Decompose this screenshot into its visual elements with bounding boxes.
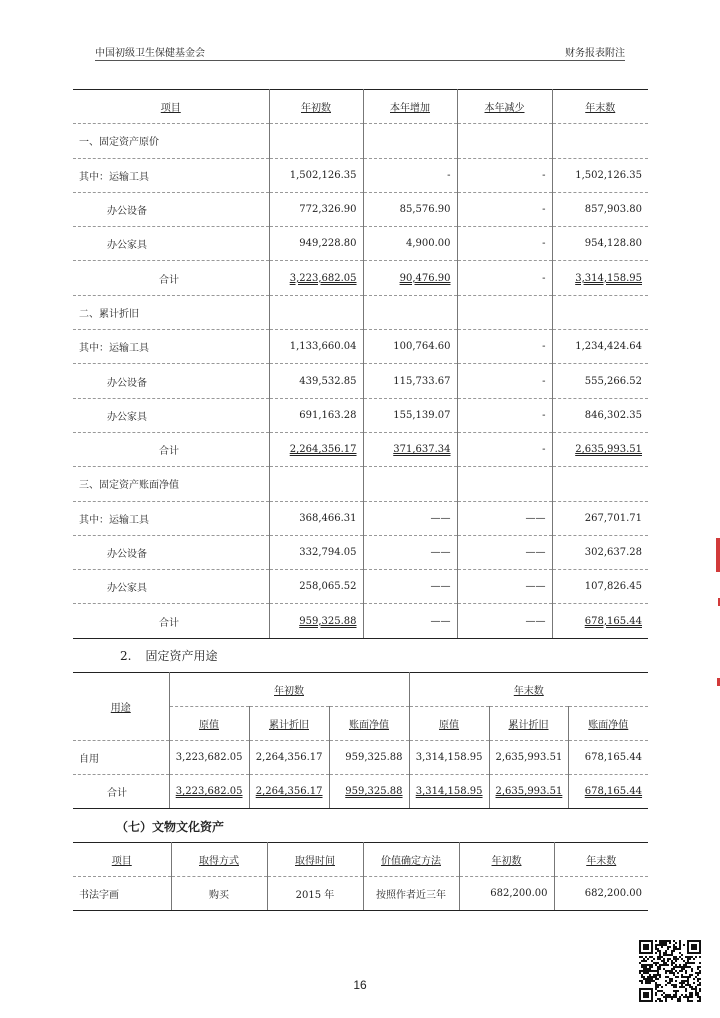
cell: 678,165.44	[568, 741, 648, 775]
qr-code-icon	[639, 940, 701, 1002]
table-row	[73, 741, 648, 775]
cell: 682,200.00	[554, 877, 648, 911]
cell	[363, 124, 457, 158]
cell: 115,733.67	[363, 364, 457, 398]
column-header: 年初数	[459, 843, 554, 877]
total-row	[73, 775, 648, 809]
row-label: 合计	[73, 261, 269, 295]
cell	[552, 467, 648, 501]
column-header: 年初数	[269, 90, 363, 124]
cell: 302,637.28	[552, 535, 648, 569]
table-row	[73, 192, 648, 226]
sub-header: 原值	[409, 707, 489, 741]
cultural-assets-table	[73, 842, 648, 911]
cell: 2,264,356.17	[249, 775, 329, 809]
cell: -	[457, 364, 552, 398]
cell: ——	[457, 604, 552, 638]
cell: 购买	[171, 877, 267, 911]
cell	[457, 124, 552, 158]
cell: ——	[457, 535, 552, 569]
cell	[363, 467, 457, 501]
cell: -	[457, 227, 552, 261]
fixed-assets-usage-table	[73, 672, 648, 809]
cell: -	[457, 398, 552, 432]
cell: 1,502,126.35	[269, 158, 363, 192]
cell: -	[457, 330, 552, 364]
cell: 954,128.80	[552, 227, 648, 261]
cell: 100,764.60	[363, 330, 457, 364]
row-label: 办公设备	[73, 192, 269, 226]
cell: -	[457, 158, 552, 192]
cell: -	[457, 192, 552, 226]
cell	[457, 467, 552, 501]
total-row	[73, 604, 648, 638]
table-row	[73, 364, 648, 398]
table-row	[73, 398, 648, 432]
row-label: 自用	[73, 741, 169, 775]
cell: ——	[457, 570, 552, 604]
cell: 332,794.05	[269, 535, 363, 569]
cell: 949,228.80	[269, 227, 363, 261]
column-header: 项目	[73, 843, 171, 877]
sub-header: 原值	[169, 707, 249, 741]
row-label: 其中：运输工具	[73, 330, 269, 364]
cell: 3,223,682.05	[269, 261, 363, 295]
cell: 959,325.88	[269, 604, 363, 638]
cell: ——	[363, 501, 457, 535]
usage-header-row	[73, 673, 648, 707]
cell: 772,326.90	[269, 192, 363, 226]
seal-fragment	[716, 538, 720, 572]
column-header: 年末数	[552, 90, 648, 124]
cell: -	[457, 432, 552, 466]
cell: 959,325.88	[329, 775, 409, 809]
end-group-header: 年末数	[409, 673, 648, 707]
cell: 2,635,993.51	[489, 775, 568, 809]
column-header: 项目	[73, 90, 269, 124]
cell	[457, 295, 552, 329]
cell: ——	[363, 570, 457, 604]
subsection-text: 固定资产用途	[145, 649, 218, 663]
cell: 267,701.71	[552, 501, 648, 535]
cell: ——	[457, 501, 552, 535]
table-row	[73, 535, 648, 569]
table-row	[73, 158, 648, 192]
cell: 371,637.34	[363, 432, 457, 466]
usage-column-header: 用途	[73, 673, 169, 741]
sub-header: 账面净值	[568, 707, 648, 741]
total-row	[73, 261, 648, 295]
subsection-title	[120, 647, 217, 664]
column-header: 本年减少	[457, 90, 552, 124]
cell: 2,635,993.51	[489, 741, 568, 775]
column-header: 年末数	[554, 843, 648, 877]
table-row	[73, 330, 648, 364]
cell: 2,635,993.51	[552, 432, 648, 466]
column-header: 取得方式	[171, 843, 267, 877]
row-label: 办公家具	[73, 398, 269, 432]
subsection-number: 2.	[120, 649, 132, 663]
cell: 678,165.44	[568, 775, 648, 809]
begin-group-header: 年初数	[169, 673, 409, 707]
cell: 682,200.00	[459, 877, 554, 911]
cell	[269, 124, 363, 158]
page-header	[95, 40, 625, 61]
cell: ——	[363, 535, 457, 569]
organization-name: 中国初级卫生保健基金会	[95, 48, 205, 59]
cell: 368,466.31	[269, 501, 363, 535]
cell: 555,266.52	[552, 364, 648, 398]
cell	[363, 295, 457, 329]
section-row	[73, 467, 648, 501]
cell: 691,163.28	[269, 398, 363, 432]
row-label: 合计	[73, 604, 269, 638]
table-row	[73, 877, 648, 911]
cell: 90,476.90	[363, 261, 457, 295]
cell: 959,325.88	[329, 741, 409, 775]
cell: 3,223,682.05	[169, 775, 249, 809]
row-label: 办公家具	[73, 570, 269, 604]
row-label: 合计	[73, 775, 169, 809]
cell: -	[363, 158, 457, 192]
cell: 2015 年	[267, 877, 363, 911]
cell	[269, 295, 363, 329]
column-header: 取得时间	[267, 843, 363, 877]
section-name: 财务报表附注	[565, 48, 625, 59]
section-row	[73, 295, 648, 329]
table-header-row	[73, 843, 648, 877]
row-label: 三、固定资产账面净值	[73, 467, 269, 501]
cell: -	[457, 261, 552, 295]
cell: 1,502,126.35	[552, 158, 648, 192]
cell: 678,165.44	[552, 604, 648, 638]
cell: 3,314,158.95	[409, 741, 489, 775]
cell: 2,264,356.17	[269, 432, 363, 466]
cell: 1,133,660.04	[269, 330, 363, 364]
cell	[552, 295, 648, 329]
sub-header: 累计折旧	[489, 707, 568, 741]
cell: 3,314,158.95	[409, 775, 489, 809]
cell: 155,139.07	[363, 398, 457, 432]
cell	[269, 467, 363, 501]
cell: 439,532.85	[269, 364, 363, 398]
total-row	[73, 432, 648, 466]
cell: 107,826.45	[552, 570, 648, 604]
row-label: 办公设备	[73, 364, 269, 398]
cell: 857,903.80	[552, 192, 648, 226]
row-label: 其中：运输工具	[73, 158, 269, 192]
section-title: （七）文物文化资产	[116, 820, 225, 834]
sub-header: 累计折旧	[249, 707, 329, 741]
row-label: 办公设备	[73, 535, 269, 569]
row-label: 二、累计折旧	[73, 295, 269, 329]
table-row	[73, 570, 648, 604]
section-row	[73, 124, 648, 158]
table-row	[73, 227, 648, 261]
cell: 846,302.35	[552, 398, 648, 432]
cell: 3,314,158.95	[552, 261, 648, 295]
page-number: 16	[353, 978, 367, 992]
cell: 1,234,424.64	[552, 330, 648, 364]
fixed-assets-table	[73, 89, 648, 639]
cell	[552, 124, 648, 158]
cell: 按照作者近三年	[363, 877, 459, 911]
table-header-row	[73, 90, 648, 124]
column-header: 价值确定方法	[363, 843, 459, 877]
cell: 书法字画	[73, 877, 171, 911]
cell: 85,576.90	[363, 192, 457, 226]
row-label: 一、固定资产原价	[73, 124, 269, 158]
cell: 258,065.52	[269, 570, 363, 604]
cell: 3,223,682.05	[169, 741, 249, 775]
sub-header: 账面净值	[329, 707, 409, 741]
row-label: 其中：运输工具	[73, 501, 269, 535]
row-label: 办公家具	[73, 227, 269, 261]
row-label: 合计	[73, 432, 269, 466]
cell: 4,900.00	[363, 227, 457, 261]
cell: 2,264,356.17	[249, 741, 329, 775]
cell: ——	[363, 604, 457, 638]
table-row	[73, 501, 648, 535]
column-header: 本年增加	[363, 90, 457, 124]
